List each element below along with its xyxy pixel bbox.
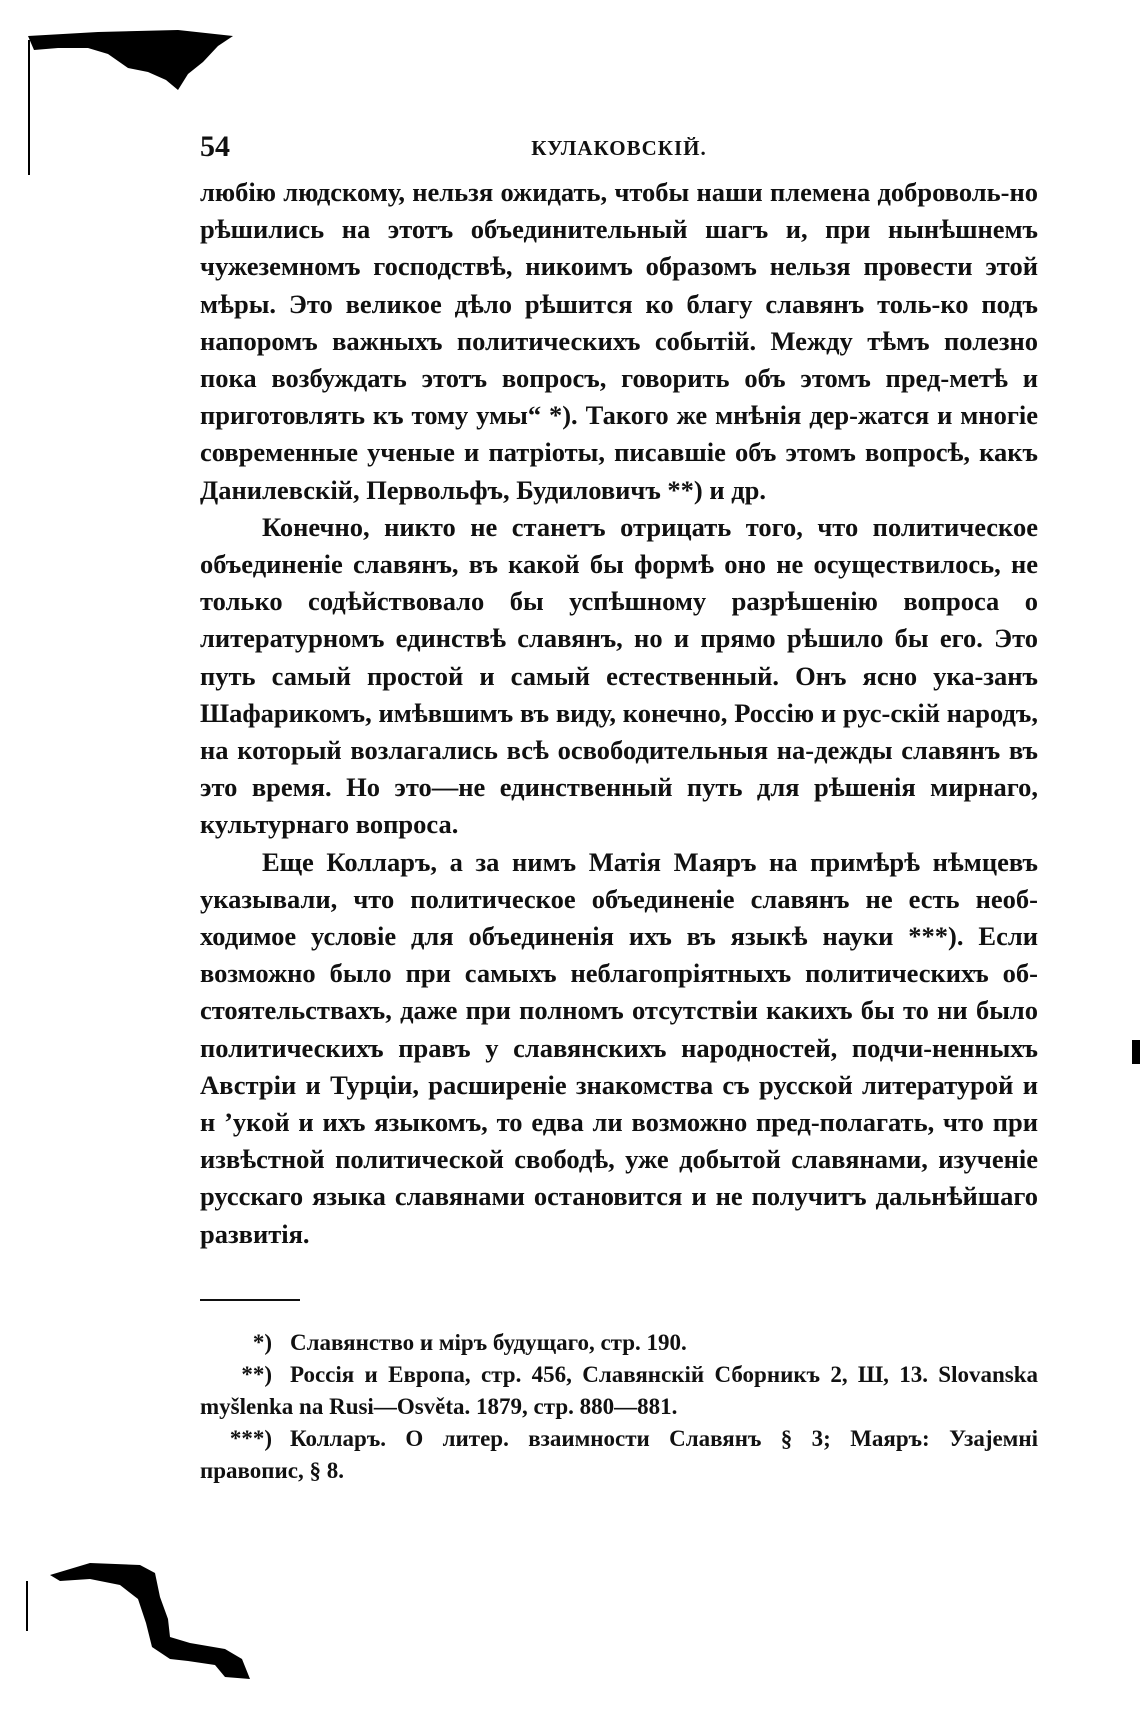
scan-blot-top: [28, 28, 238, 98]
footnote-mark: **): [241, 1361, 272, 1387]
footnote: [200, 1359, 1038, 1423]
footnote-mark: *): [252, 1329, 272, 1355]
footnotes: [200, 1327, 1038, 1487]
paragraph: любiю людскому, нельзя ожидать, чтобы наши племена доброволь-но рѣшились на этотъ объединительный шагъ и, при нынѣшнемъ чужеземномъ господствѣ, никоимъ образомъ нельзя провести этой мѣры. Это великое дѣло рѣшится ко благу славянъ толь-ко подъ напоромъ важныхъ политическихъ событiй. Между тѣмъ полезно пока возбуждать этотъ вопросъ, говорить объ этомъ пред-метѣ и приготовлять къ тому умы“ *). Такого же мнѣнiя дер-жатся и многiе современные ученые и патрiоты, писавшiе объ этомъ вопросѣ, какъ Данилевскiй, Первольфъ, Будиловичъ **) и др.: [200, 177, 1038, 505]
page-header: [200, 130, 1038, 174]
paragraph: Конечно, никто не станетъ отрицать того, что политическое объединенiе славянъ, въ какой бы формѣ оно не осуществилось, не только содѣйствовало бы успѣшному разрѣшенiю вопроса о литературномъ единствѣ славянъ, но и прямо рѣшило бы его. Это путь самый простой и самый естественный. Онъ ясно ука-занъ Шафарикомъ, имѣвшимъ въ виду, конечно, Россiю и рус-скiй народъ, на который возлагались всѣ освободительныя на-дежды славянъ въ это время. Но это—не единственный путь для рѣшенiя мирнаго, культурнаго вопроса.: [200, 511, 1038, 840]
footnote-divider: [200, 1299, 300, 1301]
book-page: [200, 130, 1038, 1487]
footnote-text: Колларъ. О литер. взаимности Славянъ § 3; Маяръ: Узајемнi правопис, § 8.: [200, 1425, 1038, 1483]
footnote: [200, 1327, 1038, 1359]
footnote-mark: ***): [229, 1425, 272, 1451]
footnote-text: Славянство и мiръ будущаго, стр. 190.: [290, 1329, 687, 1355]
footnote-text: Россiя и Европа, стр. 456, Славянскiй Сборникъ 2, Ш, 13. Slovanska myšlenka na Rusi—Osvěta. 1879, стр. 880—881.: [200, 1361, 1038, 1419]
page-number: 54: [200, 130, 230, 163]
scan-speck-right: [1132, 1040, 1140, 1064]
body-text: [200, 174, 1038, 1253]
running-title: КУЛАКОВСКIЙ.: [531, 136, 707, 160]
scan-blot-bottom: [20, 1545, 270, 1680]
paragraph: Еще Колларъ, а за нимъ Матiя Маяръ на примѣрѣ нѣмцевъ указывали, что политическое объединенiе славянъ не есть необ-ходимое условiе для объединенiя ихъ въ языкѣ науки ***). Если возможно было при самыхъ неблагопрiятныхъ политическихъ об-стоятельствахъ, даже при полномъ отсутствiи какихъ бы то ни было политическихъ правъ у славянскихъ народностей, подчи-ненныхъ Австрiи и Турцiи, расширенiе знакомства съ русской литературой и н ’укой и ихъ языкомъ, то едва ли возможно пред-полагать, что при извѣстной политической свободѣ, уже добытой славянами, изученiе русскаго языка славянами остановится и не получитъ дальнѣйшаго развитiя.: [200, 846, 1038, 1249]
footnote: [200, 1423, 1038, 1487]
